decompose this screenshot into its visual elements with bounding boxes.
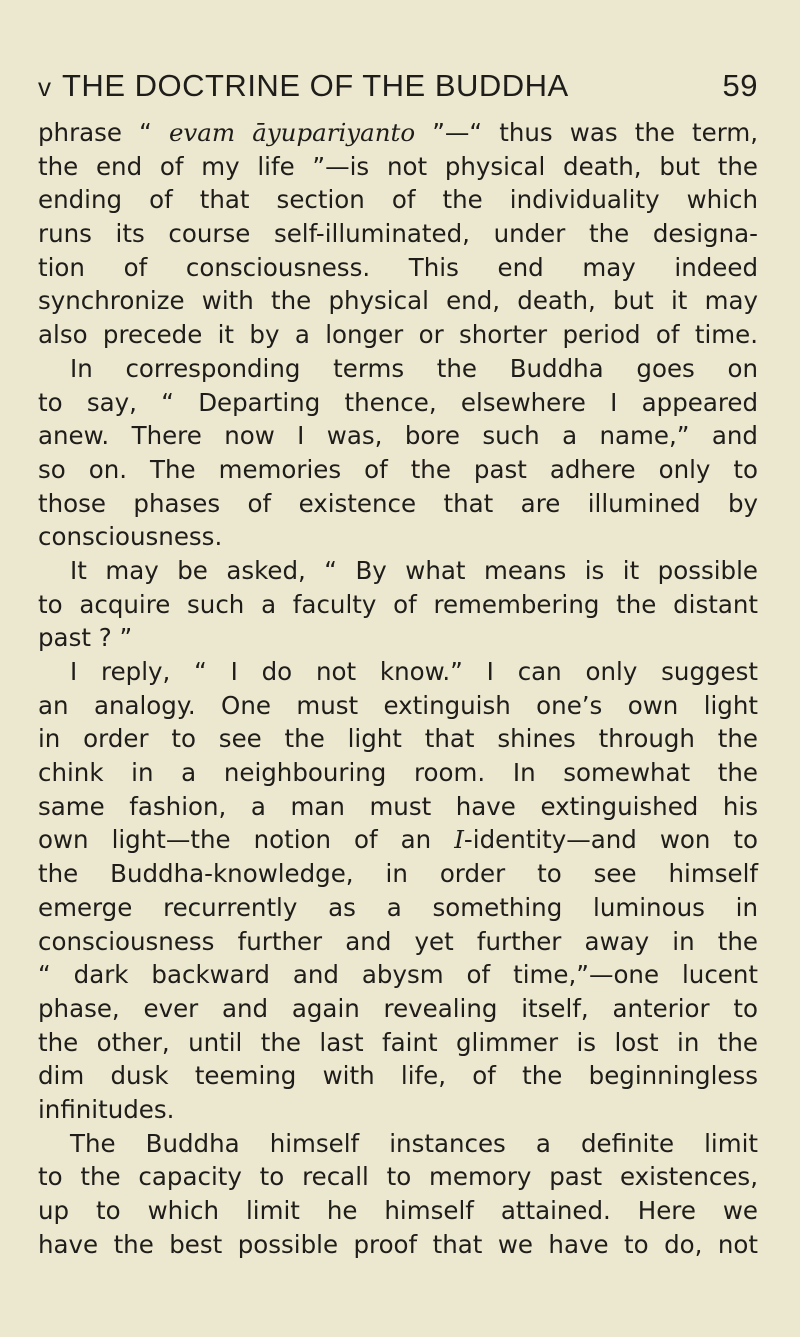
text-line: to acquire such a faculty of remembering the distant — [38, 589, 758, 619]
text-line: those phases of existence that are illumined by — [38, 488, 758, 518]
text-line: consciousness. — [38, 522, 223, 552]
text-line: runs its course self-illuminated, under the designa- — [38, 219, 758, 249]
text-line: to say, “ Departing thence, elsewhere I appeared — [38, 387, 758, 417]
text-line: up to which limit he himself attained. Here we — [38, 1196, 758, 1225]
text-line: synchronize with the physical end, death, but it may — [38, 286, 758, 316]
text-line: the Buddha-knowledge, in order to see himself — [38, 859, 758, 889]
text-line: ending of that section of the individuality which — [38, 185, 758, 215]
text-line: consciousness further and yet further away in the — [38, 926, 758, 956]
text-line: phase, ever and again revealing itself, anterior to — [38, 993, 758, 1023]
body-text — [38, 116, 758, 1261]
text-line: same fashion, a man must have extinguished his — [38, 791, 758, 821]
text-line: emerge recurrently as a something luminous in — [38, 892, 758, 922]
chapter-title: THE DOCTRINE OF THE BUDDHA — [62, 68, 569, 103]
text-line: past ? ” — [38, 623, 133, 653]
chapter-number: v — [38, 72, 52, 102]
text-line: “ dark backward and abysm of time,”—one lucent — [38, 960, 758, 990]
text-line: chink in a neighbouring room. In somewhat the — [38, 758, 758, 788]
text-line: to the capacity to recall to memory past existences, — [38, 1162, 758, 1192]
text-line: so on. The memories of the past adhere only to — [38, 454, 758, 484]
text-line: have the best possible proof that we have to do, not — [38, 1229, 758, 1259]
italic-letter: I — [454, 825, 464, 855]
text-line: also precede it by a longer or shorter period of time. — [38, 320, 758, 350]
text-line: infinitudes. — [38, 1094, 175, 1124]
page-number: 59 — [722, 68, 758, 103]
text-line: phrase “ evam āyupariyanto ”—“ thus was the term, — [38, 118, 759, 147]
text-line: I reply, “ I do not know.” I can only suggest — [70, 657, 758, 686]
italic-phrase: evam āyupariyanto — [168, 118, 416, 147]
text-line: the end of my life ”—is not physical death, but the — [38, 151, 758, 181]
text-line: an analogy. One must extinguish one’s own light — [38, 690, 758, 720]
text-line: anew. There now I was, bore such a name,” and — [38, 421, 758, 451]
running-head — [38, 64, 758, 108]
text-line: In corresponding terms the Buddha goes on — [70, 353, 758, 383]
text-line: the other, until the last faint glimmer is lost in the — [38, 1027, 758, 1057]
text-line: dim dusk teeming with life, of the beginningless — [38, 1061, 758, 1091]
text-line: It may be asked, “ By what means is it possible — [70, 555, 758, 585]
text-line: The Buddha himself instances a definite limit — [70, 1128, 758, 1158]
text-line: own light—the notion of an I-identity—and won to — [38, 825, 759, 855]
text-line: in order to see the light that shines through the — [38, 724, 758, 754]
text-line: tion of consciousness. This end may indeed — [38, 252, 758, 282]
